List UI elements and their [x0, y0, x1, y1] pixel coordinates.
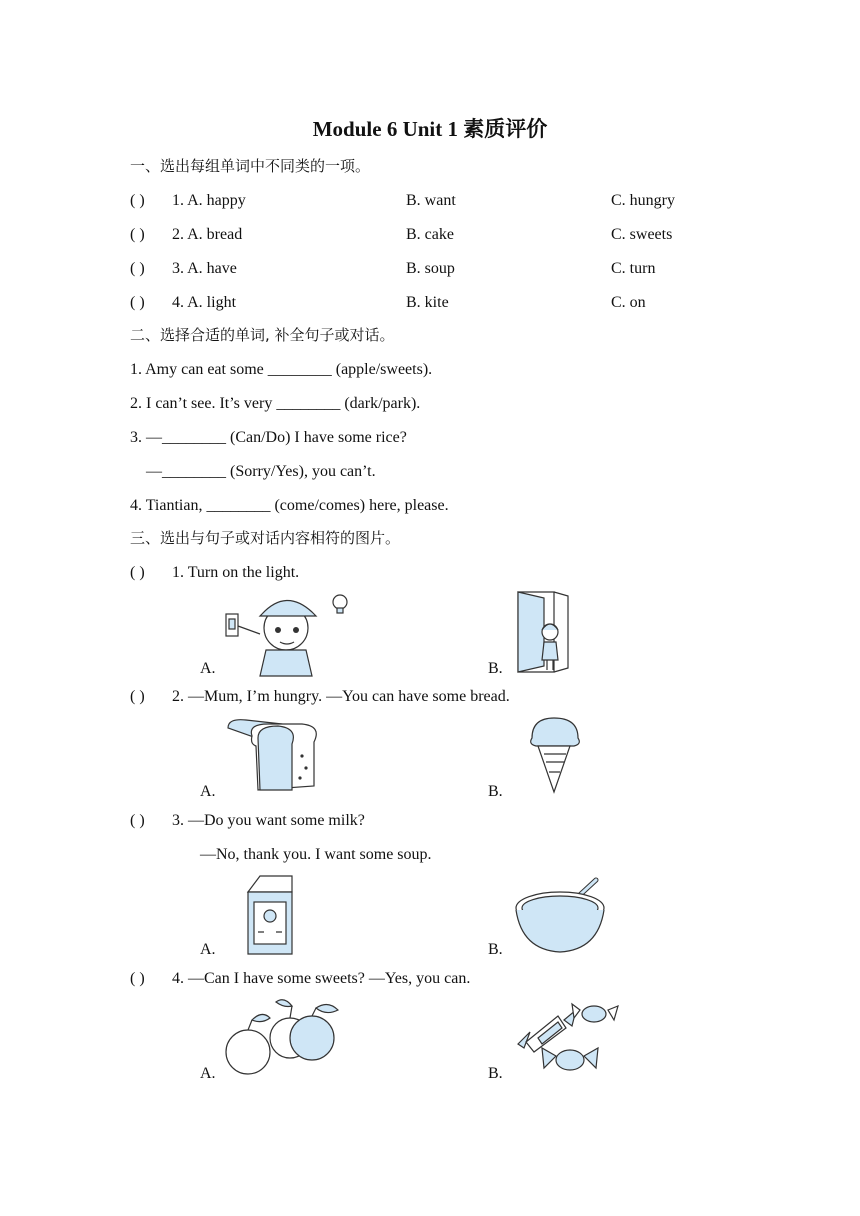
s3-q2-label-a: A.	[200, 783, 216, 800]
s1-q2-option-b: B. cake	[406, 226, 454, 243]
s2-item-3-answer: —________ (Sorry/Yes), you can’t.	[146, 463, 376, 480]
ice-cream-icon	[524, 714, 588, 794]
s1-q4-option-b: B. kite	[406, 294, 449, 311]
section-3-heading: 三、选出与句子或对话内容相符的图片。	[130, 529, 401, 547]
s3-q3-label-b: B.	[488, 941, 503, 958]
section-1-heading: 一、选出每组单词中不同类的一项。	[130, 157, 371, 175]
s2-item-4: 4. Tiantian, ________ (come/comes) here, please.	[130, 497, 449, 514]
s3-q3-label-a: A.	[200, 941, 216, 958]
bread-icon	[222, 716, 332, 796]
s3-q4-label-a: A.	[200, 1065, 216, 1082]
soup-bowl-icon	[512, 872, 612, 958]
s1-q3-option-c: C. turn	[611, 260, 656, 277]
girl-at-door-icon	[514, 588, 574, 674]
answer-blank-3: ( )	[130, 260, 145, 277]
s3-answer-blank-1: ( )	[130, 564, 145, 581]
s2-item-3-question: 3. —________ (Can/Do) I have some rice?	[130, 429, 407, 446]
s3-answer-blank-2: ( )	[130, 688, 145, 705]
s2-item-2: 2. I can’t see. It’s very ________ (dark/park).	[130, 395, 421, 412]
s3-q3-text-2: —No, thank you. I want some soup.	[200, 846, 432, 863]
section-2-heading: 二、选择合适的单词, 补全句子或对话。	[130, 326, 395, 344]
s3-q4-text: 4. —Can I have some sweets? —Yes, you can.	[172, 970, 471, 987]
s1-q2-option-c: C. sweets	[611, 226, 673, 243]
s1-q2-option-a: 2. A. bread	[172, 226, 243, 243]
s3-q1-text: 1. Turn on the light.	[172, 564, 300, 581]
page-title: Module 6 Unit 1 素质评价	[312, 117, 548, 141]
s3-q2-label-b: B.	[488, 783, 503, 800]
boy-turning-on-light-icon	[220, 586, 360, 676]
s3-q2-text: 2. —Mum, I’m hungry. —You can have some bread.	[172, 688, 510, 705]
s3-answer-blank-4: ( )	[130, 970, 145, 987]
answer-blank-4: ( )	[130, 294, 145, 311]
s2-item-1: 1. Amy can eat some ________ (apple/sweets).	[130, 361, 433, 378]
s1-q3-option-a: 3. A. have	[172, 260, 237, 277]
apples-icon	[222, 996, 346, 1080]
s1-q1-option-a: 1. A. happy	[172, 192, 246, 209]
sweets-icon	[514, 996, 624, 1080]
s3-q1-label-a: A.	[200, 660, 216, 677]
s3-q4-label-b: B.	[488, 1065, 503, 1082]
s3-q1-label-b: B.	[488, 660, 503, 677]
answer-blank-2: ( )	[130, 226, 145, 243]
s1-q3-option-b: B. soup	[406, 260, 455, 277]
s1-q1-option-b: B. want	[406, 192, 456, 209]
s1-q1-option-c: C. hungry	[611, 192, 675, 209]
milk-carton-icon	[242, 872, 298, 958]
s1-q4-option-c: C. on	[611, 294, 646, 311]
answer-blank-1: ( )	[130, 192, 145, 209]
s3-answer-blank-3: ( )	[130, 812, 145, 829]
s1-q4-option-a: 4. A. light	[172, 294, 237, 311]
s3-q3-text: 3. —Do you want some milk?	[172, 812, 365, 829]
